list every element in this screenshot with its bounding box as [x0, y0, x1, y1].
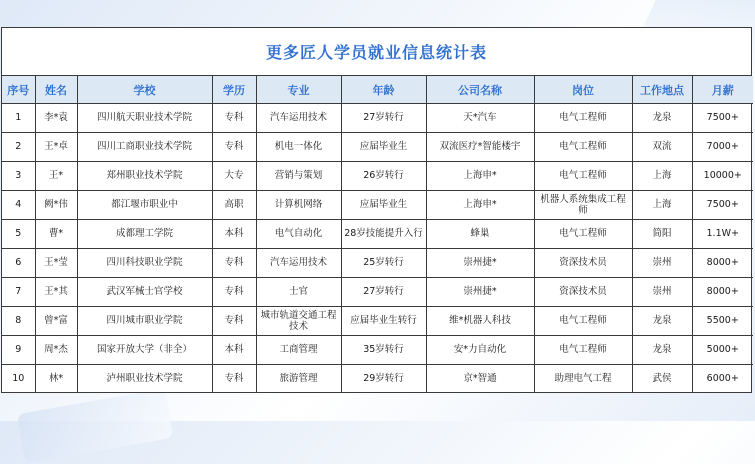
- employment-table-sheet: [1, 27, 752, 393]
- cell-company: 蜂巢: [426, 220, 534, 249]
- cell-school: 武汉军械士官学校: [77, 278, 212, 307]
- cell-company: 上海申*: [426, 191, 534, 220]
- cell-education: 专科: [212, 278, 256, 307]
- cell-age: 应届毕业生: [341, 191, 426, 220]
- cell-school: 成都理工学院: [77, 220, 212, 249]
- cell-position: 电气工程师: [534, 336, 632, 365]
- cell-seq: 2: [2, 133, 35, 162]
- cell-school: 国家开放大学（非全）: [77, 336, 212, 365]
- cell-education: 本科: [212, 336, 256, 365]
- cell-position: 电气工程师: [534, 133, 632, 162]
- cell-education: 专科: [212, 133, 256, 162]
- cell-location: 上海: [632, 162, 692, 191]
- cell-position: 电气工程师: [534, 220, 632, 249]
- column-header-major: 专业: [256, 76, 341, 104]
- cell-age: 28岁技能提升入行: [341, 220, 426, 249]
- cell-education: 专科: [212, 104, 256, 133]
- cell-salary: 7000+: [692, 133, 753, 162]
- cell-age: 35岁转行: [341, 336, 426, 365]
- cell-name: 李*袁: [35, 104, 77, 133]
- background-decoration: [17, 388, 173, 463]
- table-row: [2, 191, 753, 220]
- cell-school: 四川航天职业技术学院: [77, 104, 212, 133]
- cell-seq: 8: [2, 307, 35, 336]
- cell-salary: 6000+: [692, 365, 753, 394]
- cell-seq: 10: [2, 365, 35, 394]
- cell-company: 天*汽车: [426, 104, 534, 133]
- column-header-company: 公司名称: [426, 76, 534, 104]
- cell-school: 泸州职业技术学院: [77, 365, 212, 394]
- cell-major: 电气自动化: [256, 220, 341, 249]
- cell-position: 机器人系统集成工程师: [534, 191, 632, 220]
- cell-name: 曹*: [35, 220, 77, 249]
- table-header-row: [2, 76, 753, 104]
- cell-age: 26岁转行: [341, 162, 426, 191]
- table-row: [2, 220, 753, 249]
- cell-seq: 6: [2, 249, 35, 278]
- cell-major: 计算机网络: [256, 191, 341, 220]
- column-header-position: 岗位: [534, 76, 632, 104]
- column-header-salary: 月薪: [692, 76, 753, 104]
- cell-location: 崇州: [632, 278, 692, 307]
- cell-age: 应届毕业生: [341, 133, 426, 162]
- cell-company: 崇州捷*: [426, 278, 534, 307]
- column-header-school: 学校: [77, 76, 212, 104]
- cell-company: 崇州捷*: [426, 249, 534, 278]
- cell-position: 资深技术员: [534, 249, 632, 278]
- cell-salary: 8000+: [692, 249, 753, 278]
- table-row: [2, 365, 753, 394]
- cell-location: 崇州: [632, 249, 692, 278]
- table-row: [2, 249, 753, 278]
- title-row: [2, 28, 751, 76]
- cell-name: 王*莹: [35, 249, 77, 278]
- cell-salary: 5000+: [692, 336, 753, 365]
- cell-education: 专科: [212, 249, 256, 278]
- cell-school: 郑州职业技术学院: [77, 162, 212, 191]
- cell-salary: 1.1W+: [692, 220, 753, 249]
- cell-location: 上海: [632, 191, 692, 220]
- cell-major: 营销与策划: [256, 162, 341, 191]
- cell-seq: 5: [2, 220, 35, 249]
- cell-major: 汽车运用技术: [256, 104, 341, 133]
- cell-position: 资深技术员: [534, 278, 632, 307]
- cell-location: 龙泉: [632, 307, 692, 336]
- table-row: [2, 336, 753, 365]
- cell-name: 王*卓: [35, 133, 77, 162]
- cell-company: 双流医疗*智能楼宇: [426, 133, 534, 162]
- cell-seq: 9: [2, 336, 35, 365]
- cell-major: 城市轨道交通工程技术: [256, 307, 341, 336]
- cell-seq: 3: [2, 162, 35, 191]
- cell-seq: 4: [2, 191, 35, 220]
- column-header-seq: 序号: [2, 76, 35, 104]
- employment-table: [2, 76, 753, 393]
- cell-name: 王*其: [35, 278, 77, 307]
- cell-location: 简阳: [632, 220, 692, 249]
- cell-name: 林*: [35, 365, 77, 394]
- cell-name: 周*杰: [35, 336, 77, 365]
- page-title: 更多匠人学员就业信息统计表: [265, 43, 487, 62]
- cell-salary: 7500+: [692, 104, 753, 133]
- cell-name: 曾*富: [35, 307, 77, 336]
- cell-major: 汽车运用技术: [256, 249, 341, 278]
- cell-salary: 8000+: [692, 278, 753, 307]
- cell-position: 电气工程师: [534, 307, 632, 336]
- cell-age: 应届毕业生转行: [341, 307, 426, 336]
- cell-salary: 7500+: [692, 191, 753, 220]
- cell-age: 25岁转行: [341, 249, 426, 278]
- cell-company: 上海申*: [426, 162, 534, 191]
- cell-education: 大专: [212, 162, 256, 191]
- table-body: [2, 104, 753, 394]
- table-row: [2, 278, 753, 307]
- cell-school: 四川科技职业学院: [77, 249, 212, 278]
- cell-seq: 1: [2, 104, 35, 133]
- cell-company: 安*力自动化: [426, 336, 534, 365]
- cell-age: 27岁转行: [341, 104, 426, 133]
- cell-major: 士官: [256, 278, 341, 307]
- cell-education: 本科: [212, 220, 256, 249]
- cell-seq: 7: [2, 278, 35, 307]
- cell-major: 工商管理: [256, 336, 341, 365]
- cell-name: 王*: [35, 162, 77, 191]
- cell-company: 京*智通: [426, 365, 534, 394]
- table-row: [2, 307, 753, 336]
- cell-major: 旅游管理: [256, 365, 341, 394]
- cell-location: 龙泉: [632, 104, 692, 133]
- column-header-name: 姓名: [35, 76, 77, 104]
- cell-school: 四川城市职业学院: [77, 307, 212, 336]
- column-header-age: 年龄: [341, 76, 426, 104]
- cell-location: 双流: [632, 133, 692, 162]
- cell-location: 武侯: [632, 365, 692, 394]
- cell-education: 专科: [212, 307, 256, 336]
- cell-position: 电气工程师: [534, 104, 632, 133]
- cell-position: 助理电气工程: [534, 365, 632, 394]
- cell-age: 27岁转行: [341, 278, 426, 307]
- table-row: [2, 133, 753, 162]
- cell-company: 维*机器人科技: [426, 307, 534, 336]
- cell-education: 专科: [212, 365, 256, 394]
- cell-salary: 5500+: [692, 307, 753, 336]
- cell-major: 机电一体化: [256, 133, 341, 162]
- cell-education: 高职: [212, 191, 256, 220]
- table-row: [2, 162, 753, 191]
- cell-location: 龙泉: [632, 336, 692, 365]
- column-header-education: 学历: [212, 76, 256, 104]
- cell-salary: 10000+: [692, 162, 753, 191]
- table-row: [2, 104, 753, 133]
- cell-position: 电气工程师: [534, 162, 632, 191]
- cell-school: 四川工商职业技术学院: [77, 133, 212, 162]
- cell-age: 29岁转行: [341, 365, 426, 394]
- column-header-location: 工作地点: [632, 76, 692, 104]
- cell-name: 阙*伟: [35, 191, 77, 220]
- cell-school: 都江堰市职业中: [77, 191, 212, 220]
